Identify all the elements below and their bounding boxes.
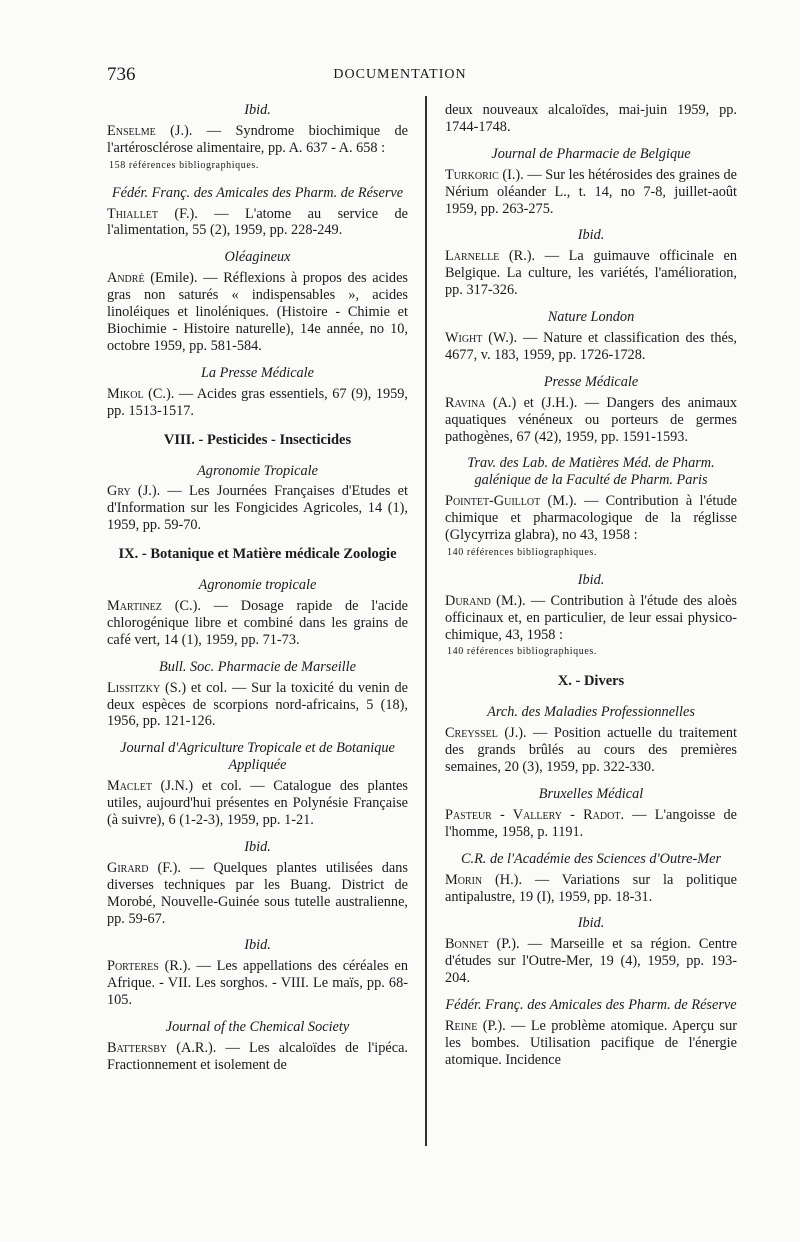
author-name: Mikol	[107, 385, 144, 402]
entry-text: (C.). — Dosage rapide de l'acide chlorogénique libre et combiné dans les grains de café vert, 14 (1), 1959, pp. 71-73.	[107, 598, 408, 648]
author-name: Girard	[107, 859, 149, 876]
journal-source: Journal d'Agriculture Tropicale et de Botanique Appliquée	[120, 740, 395, 774]
bibliography-entry	[107, 778, 408, 829]
page-header	[0, 64, 800, 88]
entry-text: (J.). — Position actuelle du traitement des grands brûlés au cours des premières semaines, 20 (3), 1959, pp. 322-330.	[445, 725, 737, 776]
references-note: 140 références bibliographiques.	[447, 546, 597, 558]
author-name: Bonnet	[445, 936, 489, 953]
bibliography-entry	[107, 270, 408, 355]
author-name: Pointet-Guillot	[445, 493, 541, 510]
bibliography-entry	[107, 860, 408, 928]
journal-source: Trav. des Lab. de Matières Méd. de Pharm. galénique de la Faculté de Pharm. Paris	[467, 455, 715, 489]
entry-text: (A.) et (J.H.). — Dangers des animaux aquatiques vénéneux ou porteurs de germes pathogènes, 67 (42), 1959, pp. 1591-1593.	[445, 394, 737, 445]
running-title: DOCUMENTATION	[333, 67, 467, 82]
journal-source: C.R. de l'Académie des Sciences d'Outre-Mer	[460, 850, 722, 867]
journal-source: Fédér. Franç. des Amicales des Pharm. de Réserve	[445, 997, 737, 1014]
bibliography-entry	[107, 483, 408, 534]
journal-source: Journal de Pharmacie de Belgique	[491, 145, 691, 162]
references-note: 140 références bibliographiques.	[447, 646, 597, 658]
section-heading: VIII. - Pesticides - Insecticides	[163, 431, 352, 448]
author-name: Lissitzky	[107, 679, 161, 696]
journal-source: Ibid.	[577, 571, 605, 588]
bibliography-entry	[445, 330, 737, 364]
right-column	[445, 102, 737, 1079]
journal-source: Oléagineux	[224, 249, 291, 266]
entry-text: (R.). — La guimauve officinale en Belgique. La culture, les variétés, l'amélioration, pp. 317-326.	[445, 248, 737, 299]
author-name: Battersby	[107, 1039, 168, 1056]
journal-source: La Presse Médicale	[200, 364, 315, 381]
entry-text: (Emile). — Réflexions à propos des acides gras non saturés « indispensables », acides linoléiques et linoléniques. (Histoire - Chimie et Biochimie - Histoire naturelle), 14e année, no 10, octobre 1959, pp. 581-584.	[107, 270, 408, 354]
journal-source: Journal of the Chemical Society	[165, 1019, 350, 1036]
journal-source: Presse Médicale	[543, 373, 639, 390]
author-name: Porteres	[107, 958, 159, 975]
page-number: 736	[107, 64, 136, 85]
entry-text: (M.). — Contribution à l'étude des aloès officinaux et, en particulier, de leur essai physico-chimique, 43, 1958 :	[445, 592, 737, 643]
bibliography-entry	[107, 123, 408, 175]
author-name: Wight	[445, 329, 483, 346]
bibliography-entry	[445, 493, 737, 562]
journal-source: Ibid.	[577, 227, 605, 244]
entry-text: (F.). — Quelques plantes utilisées dans diverses techniques par les Buang. District de Morobé, Nouvelle-Guinée sous tutelle australienne, pp. 59-67.	[107, 859, 408, 927]
entry-text: (P.). — Marseille et sa région. Centre d'études sur l'Outre-Mer, 19 (4), 1959, pp. 193-204.	[445, 936, 737, 987]
entry-text: (C.). — Acides gras essentiels, 67 (9), 1959, pp. 1513-1517.	[107, 385, 408, 419]
entry-text: (R.). — Les appellations des céréales en Afrique. - VII. Les sorghos. - VIII. Le maïs, pp. 68-105.	[107, 958, 408, 1009]
author-name: André	[107, 270, 145, 287]
bibliography-entry	[445, 395, 737, 446]
section-heading: X. - Divers	[557, 673, 625, 690]
journal-source: Nature London	[547, 309, 635, 326]
bibliography-entry	[445, 248, 737, 299]
journal-source: Ibid.	[244, 937, 271, 954]
entry-text: (H.). — Variations sur la politique antipalustre, 19 (I), 1959, pp. 18-31.	[445, 871, 737, 905]
references-note: 158 références bibliographiques.	[109, 159, 259, 171]
bibliography-entry	[445, 1018, 737, 1069]
author-name: Gry	[107, 483, 131, 500]
bibliography-entry	[107, 680, 408, 731]
entry-text: (J.). — Syndrome biochimique de l'artérosclérose alimentaire, pp. A. 637 - A. 658 :	[107, 122, 408, 156]
bibliography-entry	[107, 206, 408, 240]
author-name: Thiallet	[107, 205, 158, 222]
bibliography-entry	[445, 872, 737, 906]
author-name: Creyssel	[445, 725, 498, 742]
entry-text: (J.N.) et col. — Catalogue des plantes utiles, aujourd'hui présentes en Polynésie Française (à suivre), 6 (1-2-3), 1959, pp. 1-21.	[107, 778, 408, 828]
journal-source: Ibid.	[577, 915, 605, 932]
entry-text: (A.R.). — Les alcaloïdes de l'ipéca. Fractionnement et isolement de	[107, 1039, 408, 1073]
journal-source: Bruxelles Médical	[538, 786, 644, 802]
entry-continuation: deux nouveaux alcaloïdes, mai-juin 1959, pp. 1744-1748.	[445, 102, 737, 135]
entry-text: (J.). — Les Journées Françaises d'Etudes et d'Information sur les Fongicides Agricoles, 14 (1), 1959, pp. 59-70.	[107, 483, 408, 534]
author-name: Larnelle	[445, 248, 500, 265]
journal-source: Agronomie Tropicale	[197, 462, 318, 479]
left-column	[107, 102, 408, 1084]
bibliography-entry	[445, 936, 737, 987]
bibliography-entry	[107, 1040, 408, 1074]
journal-source: Ibid.	[244, 838, 271, 855]
entry-text: (F.). — L'atome au service de l'alimentation, 55 (2), 1959, pp. 228-249.	[107, 205, 408, 239]
section-heading: IX. - Botanique et Matière médicale Zoologie	[118, 546, 397, 563]
journal-source: Arch. des Maladies Professionnelles	[487, 704, 695, 721]
bibliography-entry	[445, 167, 737, 218]
bibliography-entry	[107, 386, 408, 420]
entry-text: (I.). — Sur les hétérosides des graines de Nérium oléander L., t. 14, no 7-8, juillet-août 1959, pp. 263-275.	[445, 166, 737, 217]
entry-text: (W.). — Nature et classification des thés, 4677, v. 183, 1959, pp. 1726-1728.	[445, 329, 737, 363]
entry-text: (M.). — Contribution à l'étude chimique et pharmacologique de la réglisse (Glycyrriza glabra), no 43, 1958 :	[445, 493, 737, 544]
entry-text: (S.) et col. — Sur la toxicité du venin de deux espèces de scorpions nord-africains, 5 (18), 1956, pp. 121-126.	[107, 679, 408, 730]
author-name: Maclet	[107, 778, 152, 795]
bibliography-entry	[445, 593, 737, 662]
journal-source: Ibid.	[244, 102, 271, 118]
author-name: Morin	[445, 871, 483, 888]
column-divider	[425, 96, 427, 1146]
author-name: Martinez	[107, 598, 162, 615]
author-name: Turkoric	[445, 166, 499, 183]
entry-text: (P.). — Le problème atomique. Aperçu sur les bombes. Utilisation pacifique de l'énergie atomique. Incidence	[445, 1017, 737, 1068]
author-name: Reine	[445, 1017, 478, 1034]
journal-source: Agronomie tropicale	[198, 577, 317, 594]
author-name: Enselme	[107, 122, 156, 139]
journal-source: Bull. Soc. Pharmacie de Marseille	[159, 658, 356, 675]
bibliography-entry	[107, 958, 408, 1009]
journal-source: Fédér. Franç. des Amicales des Pharm. de Réserve	[111, 184, 404, 201]
entry-text: . — L'angoisse de l'homme, 1958, p. 1191.	[445, 806, 737, 840]
bibliography-entry	[107, 598, 408, 649]
bibliography-entry	[445, 725, 737, 776]
author-name: Pasteur - Vallery - Radot	[445, 806, 621, 823]
author-name: Ravina	[445, 394, 486, 411]
author-name: Durand	[445, 592, 491, 609]
bibliography-entry	[445, 807, 737, 841]
